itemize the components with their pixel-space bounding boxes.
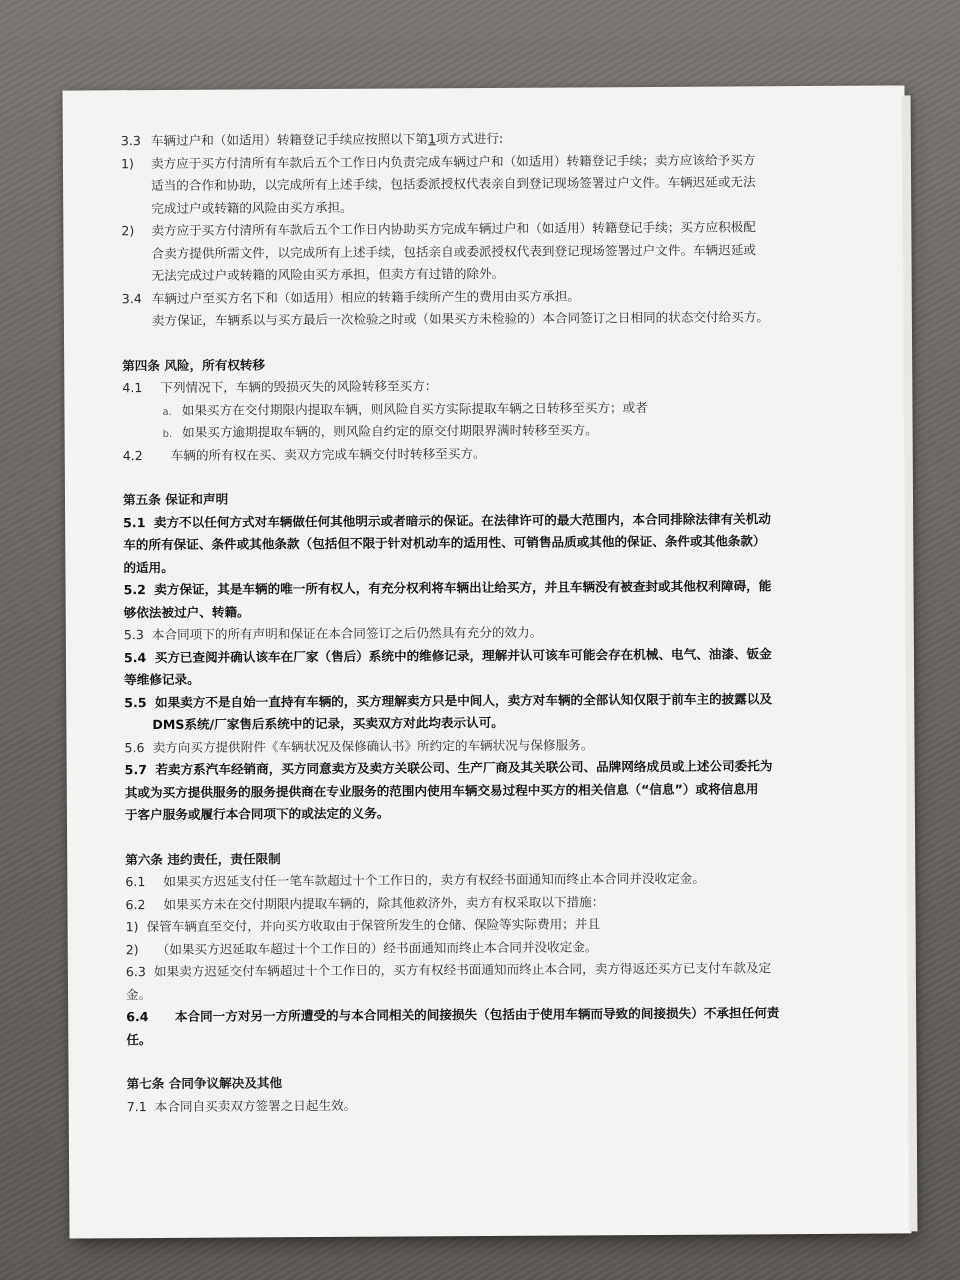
- sub-item-letter: b.: [162, 428, 173, 440]
- clause-text: DMS系统/厂家售后系统中的记录，买卖双方对此均表示认可。: [152, 714, 504, 733]
- clause-text: 卖方保证，其是车辆的唯一所有权人，有充分权利将车辆出让给买方，并且车辆没有被查封或其他权利障碍，能: [154, 578, 772, 598]
- clause-text: 如果卖方迟延交付车辆超过十个工作日的，买方有权经书面通知而终止本合同，卖方得返还买方已支付车款及定: [153, 960, 772, 980]
- clause-text: 如果卖方不是自始一直持有车辆的，买方理解卖方只是中间人，卖方对车辆的全部认知仅限于前车主的披露以及: [154, 690, 773, 710]
- clause-number: 4.1: [122, 380, 143, 396]
- item-number: 1): [125, 919, 139, 935]
- clause-text: 够依法被过户、转籍。: [123, 603, 250, 620]
- clause-text: 于客户服务或履行本合同项下的或法定的义务。: [124, 805, 390, 823]
- clause-text: 的适用。: [123, 559, 174, 575]
- clause-5-7-continued: [125, 800, 841, 827]
- clause-text: 如果买方迟延支付任一笔车款超过十个工作日的，卖方有权经书面通知而终止本合同并没收定金。: [163, 870, 705, 889]
- item-text: 卖方应于买方付清所有车款后五个工作日内协助买方完成车辆过户和（如适用）转籍登记手续；买方应积极配: [151, 219, 756, 239]
- clause-number: 7.1: [126, 1098, 147, 1114]
- item-number: 2): [125, 941, 139, 957]
- clause-text: 等维修记录。: [124, 671, 200, 688]
- sub-item-text: 如果买方在交付期限内提取车辆，则风险自买方实际提取车辆之日转移至买方；或者: [181, 399, 648, 418]
- article-5-title: 第五条 保证和声明: [122, 491, 229, 508]
- clause-number: 5.1: [123, 514, 146, 530]
- clause-text: 项方式进行:: [435, 130, 504, 147]
- clause-number: 5.6: [124, 739, 145, 755]
- clause-text: 买方已查阅并确认该车在厂家（售后）系统中的维修记录，理解并认可该车可能会存在机械、电气、油漆、钣金: [154, 645, 772, 665]
- clause-text: 车辆的所有权在买、卖双方完成车辆交付时转移至买方。: [170, 445, 486, 463]
- clause-3-4-continued: [122, 306, 838, 333]
- article-6-title: 第六条 违约责任，责任限制: [125, 850, 281, 867]
- item-number: 1): [120, 155, 134, 171]
- clause-text: 如果买方未在交付期限内提取车辆的，除其他救济外，卖方有权采取以下措施：: [163, 893, 605, 912]
- article-7-title: 第七条 合同争议解决及其他: [126, 1075, 283, 1092]
- item-text: 适当的合作和协助，以完成所有上述手续，包括委派授权代表亲自到登记现场签署过户文件。车辆迟延或无法: [151, 174, 756, 194]
- clause-text: 卖方向买方提供附件《车辆状况及保修确认书》所约定的车辆状况与保修服务。: [152, 736, 594, 755]
- clause-number: 4.2: [122, 447, 143, 463]
- item-text: 完成过户或转籍的风险由买方承担。: [151, 199, 353, 216]
- sub-item-text: 如果买方逾期提取车辆的，则风险自约定的原交付期限界满时转移至买方。: [182, 422, 598, 440]
- clause-number: 5.3: [123, 627, 144, 643]
- clause-text: 金。: [125, 986, 152, 1002]
- clause-number: 6.4: [126, 1009, 149, 1025]
- clause-text: 任。: [126, 1031, 152, 1047]
- clause-number: 5.2: [123, 582, 146, 598]
- clause-number: 5.5: [124, 694, 147, 710]
- contract-page: [63, 85, 912, 1238]
- clause-4-2: [123, 440, 839, 467]
- clause-text: 本合同自买卖双方签署之日起生效。: [154, 1097, 357, 1114]
- clause-text: 其或为买方提供服务的服务提供商在专业服务的范围内使用车辆交易过程中买方的相关信息（“信息”）或将信息用: [124, 780, 759, 800]
- item-text: 无法完成过户或转籍的风险由买方承担，但卖方有过错的除外。: [151, 265, 505, 284]
- article-4-title: 第四条 风险，所有权转移: [122, 356, 266, 373]
- clause-text: 卖方保证，车辆系以与买方最后一次检验之时或（如果买方未检验的）本合同签订之日相同的状态交付给买方。: [151, 309, 770, 329]
- item-text: 保管车辆直至交付，并向买方收取由于保管所发生的仓储、保险等实际费用；并且: [146, 916, 600, 935]
- clause-text: 本合同项下的所有声明和保证在本合同签订之后仍然具有充分的效力。: [151, 624, 543, 643]
- contract-text: [121, 126, 843, 1118]
- clause-7-1: [127, 1091, 843, 1118]
- sub-item-letter: a.: [162, 406, 172, 418]
- item-text: 卖方应于买方付清所有车款后五个工作日内负责完成车辆过户和（如适用）转籍登记手续；卖方应该给予买方: [150, 151, 756, 171]
- clause-text: 车辆过户至买方名下和（如适用）相应的转籍手续所产生的费用由买方承担。: [151, 287, 581, 306]
- clause-text: 卖方不以任何方式对车辆做任何其他明示或者暗示的保证。在法律许可的最大范围内，本合同排除法律有关机动: [153, 510, 771, 530]
- clause-text: 若卖方系汽车经销商，买方同意卖方及卖方关联公司、生产厂商及其关联公司、品牌网络成员或上述公司委托为: [155, 758, 773, 778]
- clause-6-4-continued: [126, 1024, 842, 1051]
- clause-text: 车的所有保证、条件或其他条款（包括但不限于针对机动车的适用性、可销售品质或其他的保证、条件或其他条款）: [123, 533, 766, 553]
- clause-number: 3.3: [120, 133, 141, 149]
- clause-number: 5.4: [123, 649, 147, 665]
- clause-number: 3.4: [121, 290, 142, 306]
- item-text: （如果买方迟延取车超过十个工作日的）经书面通知而终止本合同并没收定金。: [156, 938, 598, 957]
- clause-number: 5.7: [124, 762, 148, 778]
- clause-number: 6.3: [125, 964, 146, 980]
- clause-number: 6.2: [125, 896, 146, 912]
- clause-choice: 1: [427, 131, 436, 147]
- item-text: 合卖方提供所需文件，以完成所有上述手续，包括亲自或委派授权代表到登记现场签署过户文件。车辆迟延或: [151, 241, 757, 261]
- clause-text: 本合同一方对另一方所遭受的与本合同相关的间接损失（包括由于使用车辆而导致的间接损失）不承担任何责: [174, 1005, 780, 1024]
- clause-number: 6.1: [125, 874, 146, 890]
- clause-text: 车辆过户和（如适用）转籍登记手续应按照以下第: [150, 131, 428, 149]
- clause-text: 下列情况下，车辆的毁损灭失的风险转移至买方：: [160, 378, 438, 395]
- item-number: 2): [121, 223, 135, 239]
